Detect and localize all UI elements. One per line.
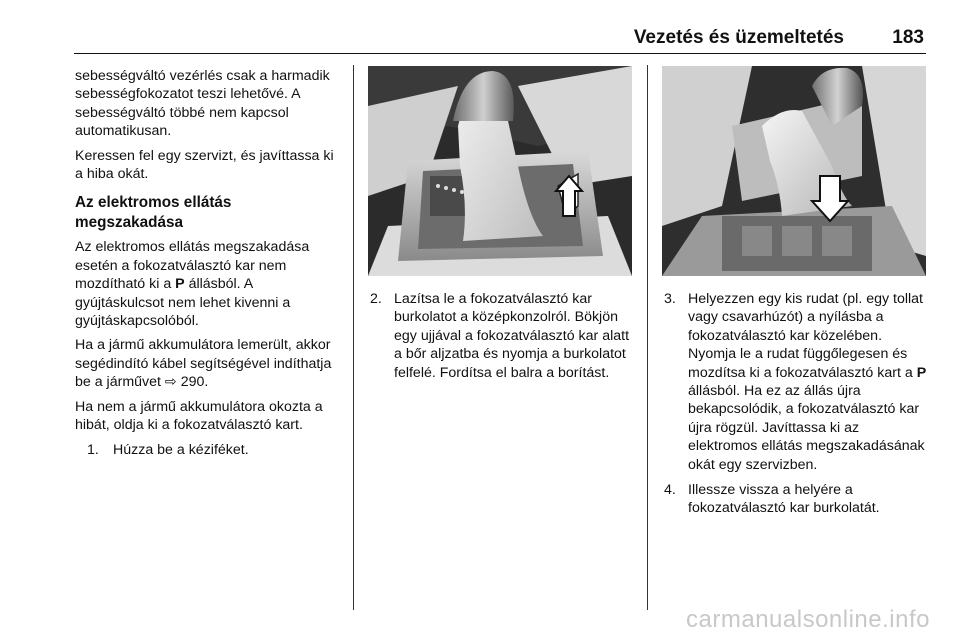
paragraph: Az elektromos ellátás megszakadása esetén a fokozatválasztó kar nem mozdítható ki a P állásból. A gyújtáskulcsot nem lehet kivenni a gyújtáskapcsolóból. xyxy=(75,239,310,330)
release-slot-illustration xyxy=(662,66,926,276)
page-number: 183 xyxy=(892,27,924,48)
gear-selector-cover-illustration xyxy=(368,66,632,276)
paragraph: Ha nem a jármű akkumulátora okozta a hibát, oldja ki a fokozatválasztó kart. xyxy=(75,398,323,434)
text-column-1 xyxy=(75,67,343,459)
list-item: 2. Lazítsa le a fokozatválasztó kar burkolatot a középkonzolról. Bökjön egy ujjával a fokozatválasztó kar alatt a bőr aljzatba és nyomja a burkolatot felfelé. Fordítsa el balra a borítást. xyxy=(370,291,630,381)
page-title: Vezetés és üzemeltetés xyxy=(633,27,844,48)
text-column-2 xyxy=(370,290,640,382)
column-divider-2 xyxy=(647,65,648,610)
list-item: 4. Illessze vissza a helyére a fokozatválasztó kar burkolatát. xyxy=(664,482,880,517)
page-reference[interactable]: 290. xyxy=(180,374,209,391)
paragraph: Ha a jármű akkumulátora lemerült, akkor segédindító kábel segítségével indíthatja be a járművet ⇨ 290. xyxy=(75,337,332,391)
watermark: carmanualsonline.info xyxy=(686,606,930,633)
page-header xyxy=(74,24,926,54)
column-divider-1 xyxy=(353,65,354,610)
section-heading: Az elektromos ellátás megszakadása xyxy=(75,194,232,231)
paragraph: sebességváltó vezérlés csak a harmadik sebességfokozatot teszi lehetővé. A sebességváltó többé nem kapcsol automatikusan. xyxy=(75,68,330,140)
list-item: 3. Helyezzen egy kis rudat (pl. egy tollat vagy csavarhúzót) a nyílásba a fokozatválasztó kar közelében. Nyomja le a rudat függőlegesen és mozdítsa ki a fokozatválasztó kart a P állásból. Ha ez az állás újra bekapcsolódik, a fokozatválasztó kar újra rögzül. Javíttassa ki az elektromos ellátás megszakadásának okát egy szervizben. xyxy=(664,291,927,473)
paragraph: Keressen fel egy szervizt, és javíttassa ki a hiba okát. xyxy=(75,147,334,183)
list-item: 1. Húzza be a kéziféket. xyxy=(87,441,249,458)
page-reference-arrow-icon: ⇨ xyxy=(164,374,177,391)
text-column-3 xyxy=(664,290,930,525)
